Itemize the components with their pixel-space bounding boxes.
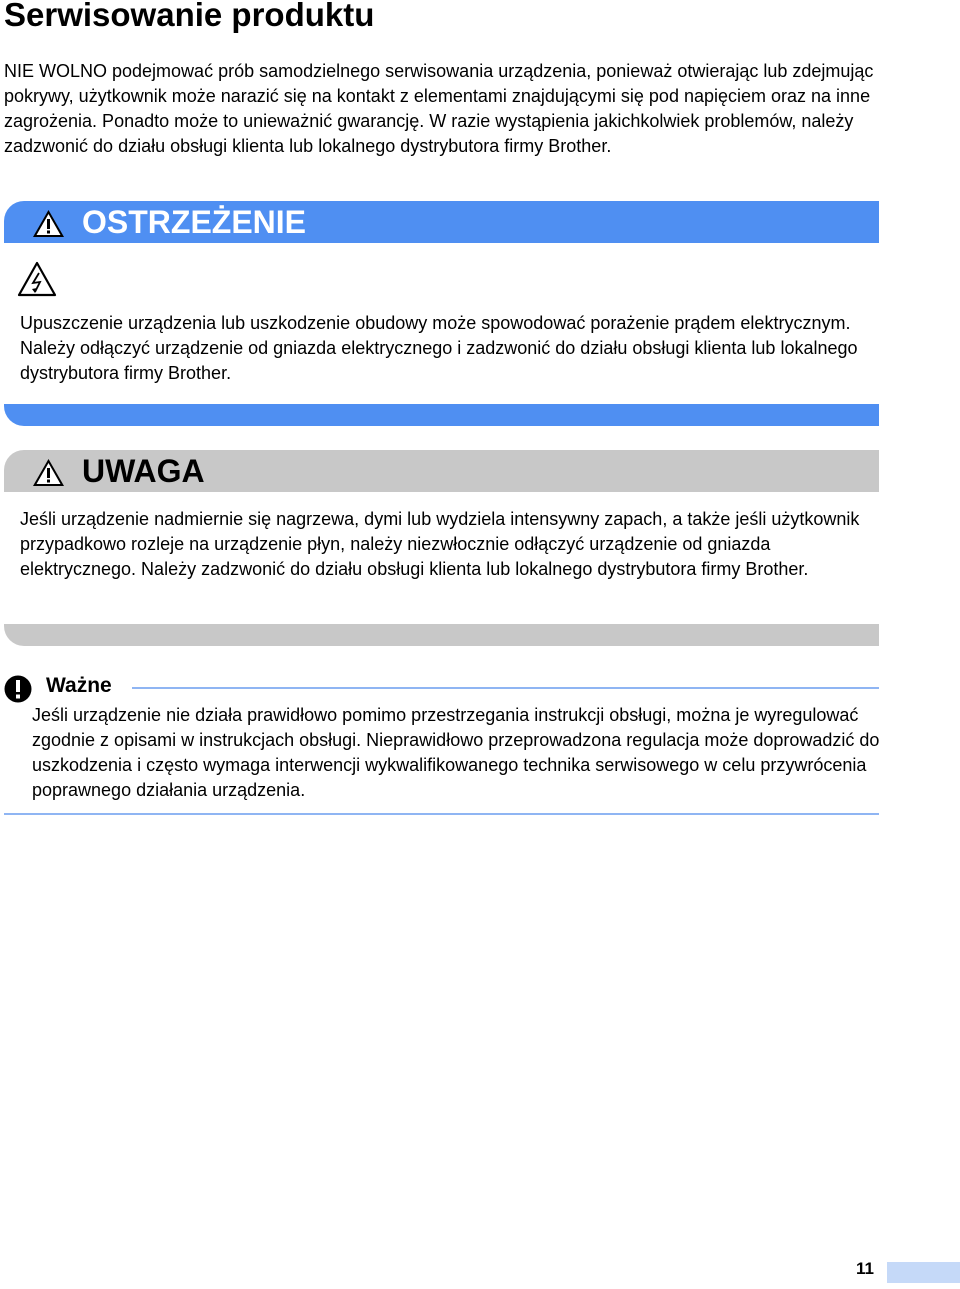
caution-banner <box>4 450 879 492</box>
page-title: Serwisowanie produktu <box>4 0 375 33</box>
page-tab <box>887 1262 960 1283</box>
caution-text: Jeśli urządzenie nadmiernie się nagrzewa, dymi lub wydziela intensywny zapach, a także jeśli użytkownik przypadkowo rozleje na urządzenie płyn, należy niezwłocznie odłączyć urządzenie od gniazda elektrycznego. Należy zadzwonić do działu obsługi klienta lub lokalnego dystrybutora firmy Brother. <box>20 509 860 579</box>
important-text: Jeśli urządzenie nie działa prawidłowo pomimo przestrzegania instrukcji obsługi, można je wyregulować zgodnie z opisami w instrukcjach obsługi. Nieprawidłowo przeprowadzona regulacja może doprowadzić do uszkodzenia i często wymaga interwencji wykwalifikowanego technika serwisowego w celu przywrócenia poprawnego działania urządzenia. <box>32 705 880 800</box>
important-bottom-divider <box>4 813 879 815</box>
important-divider <box>132 687 879 689</box>
caution-triangle-icon <box>32 458 65 487</box>
caution-label: UWAGA <box>82 453 205 489</box>
important-label: Ważne <box>46 674 112 697</box>
important-header <box>4 672 879 704</box>
exclamation-icon <box>4 675 32 703</box>
page-number: 11 <box>856 1259 874 1278</box>
warning-banner <box>4 201 879 243</box>
warning-footer-bar <box>4 404 879 426</box>
intro-paragraph: NIE WOLNO podejmować prób samodzielnego serwisowania urządzenia, ponieważ otwierając lub zdejmując pokrywy, użytkownik może narazić się na kontakt z elementami znajdującymi się pod napięciem oraz na inne zagrożenia. Ponadto może to unieważnić gwarancję. W razie wystąpienia jakichkolwiek problemów, należy zadzwonić do działu obsługi klienta lub lokalnego dystrybutora firmy Brother. <box>4 61 874 156</box>
caution-footer-bar <box>4 624 879 646</box>
warning-text: Upuszczenie urządzenia lub uszkodzenie obudowy może spowodować porażenie prądem elektrycznym. Należy odłączyć urządzenie od gniazda elektrycznego i zadzwonić do działu obsługi klienta lub lokalnego dystrybutora firmy Brother. <box>20 313 858 383</box>
electric-shock-warning-icon <box>17 261 57 297</box>
warning-triangle-icon <box>32 209 65 238</box>
warning-label: OSTRZEŻENIE <box>82 204 307 240</box>
